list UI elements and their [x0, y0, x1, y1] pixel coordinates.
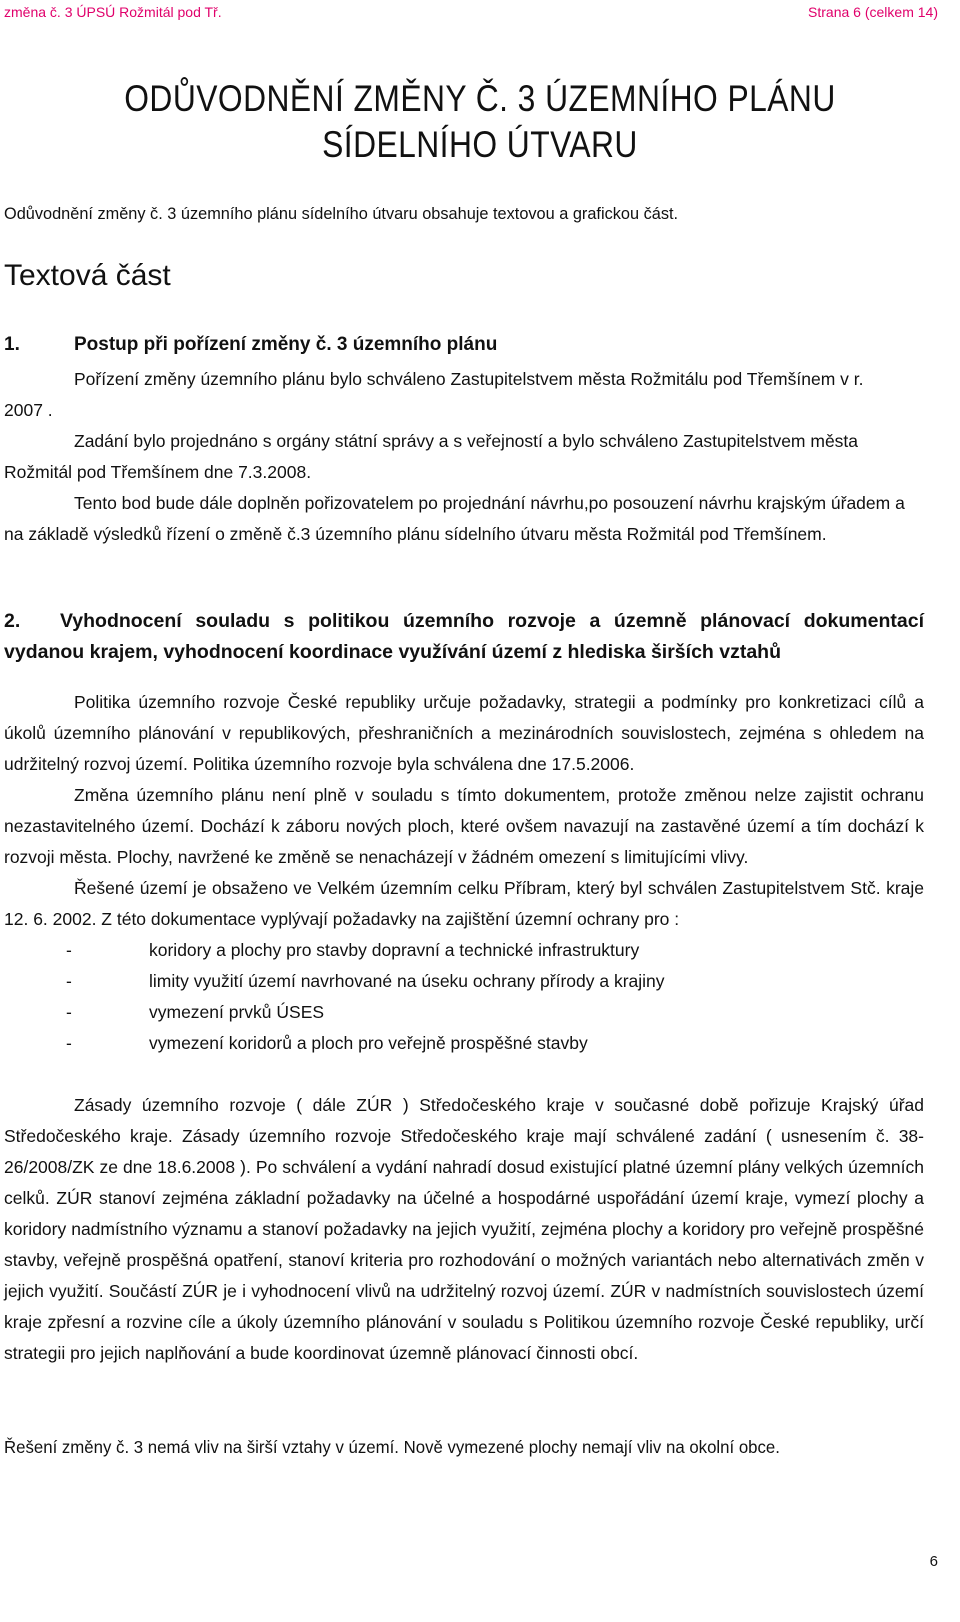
section-1-number: 1. — [4, 334, 20, 355]
running-header-right: Strana 6 (celkem 14) — [808, 4, 938, 20]
section-1-heading: Postup při pořízení změny č. 3 územního plánu — [74, 334, 498, 355]
section-2-paragraph-2: Změna územního plánu není plně v souladu s tímto dokumentem, protože změnou nelze zajistit ochranu nezastavitelného území. Dochází k záboru nových ploch, které ovšem navazují na zastavěné území a tím dochází k rozvoji města. Plochy, navržené ke změně se nenacházejí v žádném omezení s limitujícími vlivy. — [4, 785, 924, 867]
section-heading-textova-cast: Textová část — [4, 259, 171, 292]
section-2-paragraph-1: Politika územního rozvoje České republiky určuje požadavky, strategii a podmínky pro konkretizaci cílů a úkolů územního plánování v republikových, přeshraničních a mezinárodních souvislostech, zejména s ohledem na udržitelný rozvoj území. Politika územního rozvoje byla schválena dne 17.5.2006. — [4, 692, 924, 774]
section-2-paragraph-4: Zásady územního rozvoje ( dále ZÚR ) Středočeského kraje v současné době pořizuje Krajský úřad Středočeského kraje. Zásady územního rozvoje Středočeského kraje mají schválené zadání ( usnesením č. 38-26/2008/ZK ze dne 18.6.2008 ). Po schválení a vydání nahradí dosud existující platné územní plány velkých územních celků. ZÚR stanoví zejména základní požadavky na účelné a hospodárné uspořádání území kraje, vymezí plochy a koridory nadmístního významu a stanoví požadavky na jejich využití, zejména plochy a koridory pro veřejně prospěšné stavby, veřejně prospěšná opatření, stanoví kriteria pro rozhodování o možných variantách nebo alternativách změn v jejich využití. Součástí ZÚR je i vyhodnocení vlivů na udržitelný rozvoj území. ZÚR v nadmístních souvislostech území kraje zpřesní a rozvine cíle a úkoly územního plánování v souladu s Politikou územního rozvoje České republiky, určí strategii pro jejich naplňování a bude koordinovat územně plánovací činnosti obcí. — [4, 1095, 924, 1363]
document-page: změna č. 3 ÚPSÚ Rožmitál pod Tř. Strana 6 (celkem 14) ODŮVODNĚNÍ ZMĚNY Č. 3 ÚZEMNÍHO PLÁNU SÍDELNÍHO ÚTVARU Odůvodnění změny č. 3 územního plánu sídelního útvaru obsahuje textovou a grafickou část. Textová část 1. Postup při pořízení změny č. 3 územního plánu Pořízení změny územního plánu bylo schváleno Zastupitelstvem města Rožmitálu pod Třemšínem v r. 2007 . Zadání bylo projednáno s orgány státní správy a s veřejností a bylo schváleno Zastupitelstvem města Rožmitál pod Třemšínem dne 7.3.2008. Tento bod bude dále doplněn pořizovatelem po projednání návrhu,po posouzení návrhu krajským úřadem a na základě výsledků řízení o změně č.3 územního plánu sídelního útvaru města Rožmitál pod Třemšínem. 2. Vyhodnocení souladu s politikou územního rozvoje a územně plánovací dokumentací vydanou krajem, vyhodnocení koordinace využívání území z hlediska širších vztahů Politika územního rozvoje České republiky určuje požadavky, strategii a podmínky pro konkretizaci cílů a úkolů územního plánování v republikových, přeshraničních a mezinárodních souvislostech, zejména s ohledem na udržitelný rozvoj území. Politika územního rozvoje byla schválena dne 17.5.2006. Změna územního plánu není plně v souladu s tímto dokumentem, protože změnou nelze zajistit ochranu nezastavitelného území. Dochází k záboru nových ploch, které ovšem navazují na zastavěné území a tím dochází k rozvoji města. Plochy, navržené ke změně se nenacházejí v žádném omezení s limitujícími vlivy. Řešené území je obsaženo ve Velkém územním celku Příbram, který byl schválen Zastupitelstvem Stč. kraje 12. 6. 2002. Z této dokumentace vyplývají požadavky na zajištění územní ochrany pro : - koridory a plochy pro stavby dopravní a technické infrastruktury - limity využití území navrhované na úseku ochrany přírody a krajiny - vymezení prvků ÚSES - vymezení koridorů a ploch pro veřejně prospěšné stavby Zásady územního rozvoje ( dále ZÚR ) Středočeského kraje v současné době pořizuje Krajský úřad Středočeského kraje. Zásady územního rozvoje Středočeského kraje mají schválené zadání ( usnesením č. 38-26/2008/ZK ze dne 18.6.2008 ). Po schválení a vydání nahradí dosud existující platné územní plány velkých územních celků. ZÚR stanoví zejména základní požadavky na účelné a hospodárné uspořádání území kraje, vymezí plochy a koridory nadmístního významu a stanoví požadavky na jejich využití, zejména plochy a koridory pro veřejně prospěšné stavby, veřejně prospěšná opatření, stanoví kriteria pro rozhodování o možných variantách nebo alternativách změn v jejich využití. Součástí ZÚR je i vyhodnocení vlivů na udržitelný rozvoj území. ZÚR v nadmístních souvislostech území kraje zpřesní a rozvine cíle a úkoly územního plánování v souladu s Politikou územního rozvoje České republiky, určí strategii pro jejich naplňování a bude koordinovat územně plánovací činnosti obcí. Řešení změny č. 3 nemá vliv na širší vztahy v území. Nově vymezené plochy nemají vliv na okolní obce. 6 — [4, 4, 938, 1570]
page-title — [67, 76, 893, 168]
page-number: 6 — [929, 1553, 938, 1570]
section-2-heading — [4, 606, 924, 668]
section-1-paragraph-1: Pořízení změny územního plánu bylo schváleno Zastupitelstvem města Rožmitálu pod Třemšínem v r. 2007 . — [4, 369, 864, 420]
section-2-paragraph-3: Řešené území je obsaženo ve Velkém územním celku Příbram, který byl schválen Zastupitelstvem Stč. kraje 12. 6. 2002. Z této dokumentace vyplývají požadavky na zajištění územní ochrany pro : — [4, 878, 924, 929]
section-1-paragraph-3: Tento bod bude dále doplněn pořizovatelem po projednání návrhu,po posouzení návrhu krajským úřadem a na základě výsledků řízení o změně č.3 územního plánu sídelního útvaru města Rožmitál pod Třemšínem. — [4, 493, 905, 544]
section-2-paragraph-5: Řešení změny č. 3 nemá vliv na širší vztahy v území. Nově vymezené plochy nemají vliv na okolní obce. — [4, 1437, 780, 1457]
title-line-2: SÍDELNÍHO ÚTVARU — [322, 124, 638, 165]
section-2-heading-text: Vyhodnocení souladu s politikou územního rozvoje a územně plánovací dokumentací vydanou krajem, vyhodnocení koordinace využívání území z hlediska širších vztahů — [4, 610, 924, 663]
section-1-paragraph-2: Zadání bylo projednáno s orgány státní správy a s veřejností a bylo schváleno Zastupitelstvem města Rožmitál pod Třemšínem dne 7.3.2008. — [4, 431, 859, 482]
intro-paragraph: Odůvodnění změny č. 3 územního plánu sídelního útvaru obsahuje textovou a grafickou část. — [4, 204, 679, 223]
title-line-1: ODŮVODNĚNÍ ZMĚNY Č. 3 ÚZEMNÍHO PLÁNU — [124, 78, 836, 119]
running-header-left: změna č. 3 ÚPSÚ Rožmitál pod Tř. — [4, 4, 222, 20]
section-2-number: 2. — [4, 610, 21, 632]
